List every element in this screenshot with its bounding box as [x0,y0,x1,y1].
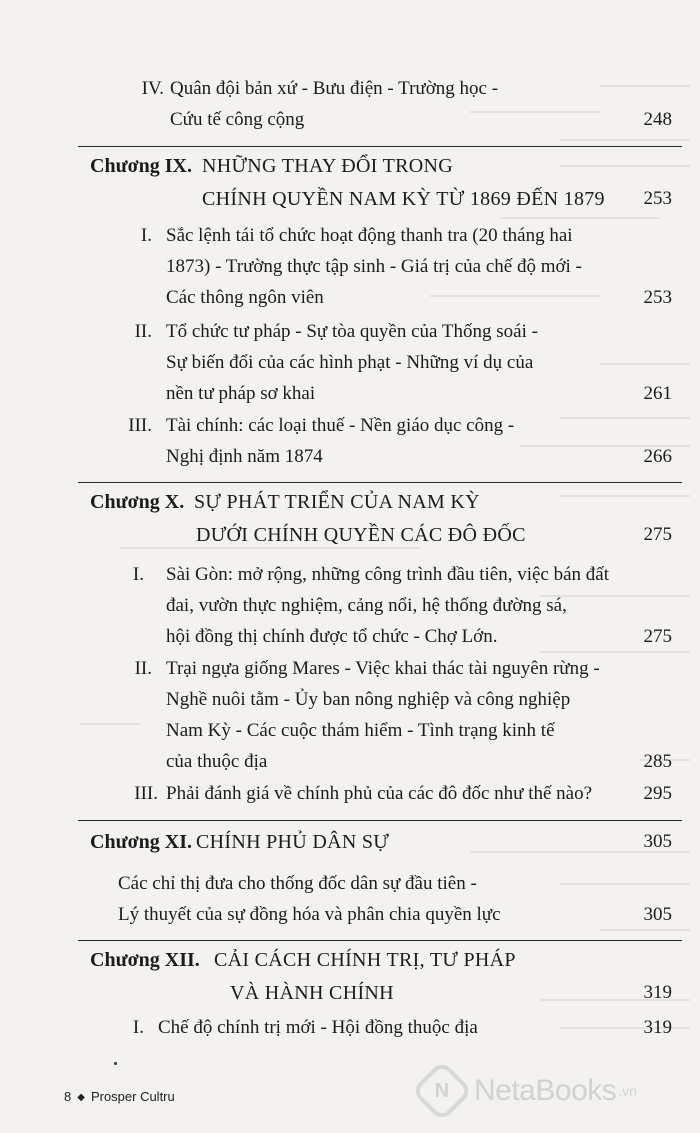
entry-line: Quân đội bản xứ - Bưu điện - Trường học - [170,78,499,99]
page-number: 261 [643,383,672,404]
stray-mark [114,1062,117,1065]
entry-line: Lý thuyết của sự đồng hóa và phân chia quyền lực [118,904,501,925]
entry-line: Cứu tế công cộng [170,109,305,130]
chapter-title-line: CẢI CÁCH CHÍNH TRỊ, TƯ PHÁP [214,949,516,971]
page-number: 285 [643,751,672,772]
entry-line: Tài chính: các loại thuế - Nền giáo dục công - [166,415,515,436]
section-number: II. [134,658,152,679]
chapter-label: Chương XI. [90,831,192,853]
entry-line: Trại ngựa giống Mares - Việc khai thác tài nguyên rừng - [166,658,600,679]
divider [78,820,682,821]
chapter-title-line: DƯỚI CHÍNH QUYỀN CÁC ĐÔ ĐỐC [196,524,526,546]
page-number: 248 [643,109,672,130]
section-number: III. [128,415,152,436]
entry-line: Nam Kỳ - Các cuộc thám hiểm - Tình trạng kinh tế [166,720,555,741]
entry-line: đai, vườn thực nghiệm, cảng nổi, hệ thống đường sá, [166,595,567,616]
entry-line: của thuộc địa [166,751,268,772]
page-number: 253 [643,287,672,308]
footer-page-number: 8 [64,1089,72,1104]
watermark-suffix: .vn [618,1083,637,1099]
page-number: 319 [643,1017,672,1038]
entry-line: Sự biến đổi của các hình phạt - Những ví dụ của [166,352,534,373]
entry-line: nền tư pháp sơ khai [166,383,316,404]
chapter-title-line: CHÍNH PHỦ DÂN SỰ [196,831,390,853]
divider [78,146,682,147]
entry-line: hội đồng thị chính được tổ chức - Chợ Lớn. [166,626,498,647]
chapter-label: Chương X. [90,491,185,513]
page-footer [64,1089,175,1104]
watermark [420,1066,690,1116]
entry-line: Phải đánh giá về chính phủ của các đô đốc như thế nào? [166,783,593,804]
entry-line: Sắc lệnh tái tổ chức hoạt động thanh tra (20 tháng hai [166,225,573,246]
page-number: 275 [643,626,672,647]
page-number: 305 [643,831,672,852]
entry-line: Các thông ngôn viên [166,287,324,308]
section-number: I. [132,1017,144,1038]
section-number: I. [140,225,152,246]
entry-line: Sài Gòn: mở rộng, những công trình đầu tiên, việc bán đất [166,564,610,585]
entry-line: Nghị định năm 1874 [166,446,323,467]
section-number: I. [132,564,144,585]
section-number: III. [134,783,158,804]
entry-line: Chế độ chính trị mới - Hội đồng thuộc địa [158,1017,478,1038]
page-number: 319 [643,982,672,1003]
chapter-label: Chương IX. [90,155,192,177]
chapter-title-line: VÀ HÀNH CHÍNH [230,982,394,1004]
diamond-separator-icon: ◆ [77,1092,85,1103]
entry-line: 1873) - Trường thực tập sinh - Giá trị của chế độ mới - [166,256,582,277]
chapter-label: Chương XII. [90,949,200,971]
entry-line: Các chỉ thị đưa cho thống đốc dân sự đầu tiên - [118,873,477,894]
chapter-title-line: SỰ PHÁT TRIỂN CỦA NAM KỲ [194,491,480,513]
netabooks-logo-icon: N [411,1060,473,1122]
entry-line: Nghề nuôi tằm - Ủy ban nông nghiệp và công nghiệp [166,689,571,710]
page-number: 253 [643,188,672,209]
divider [78,482,682,483]
page-number: 295 [643,783,672,804]
chapter-title-line: CHÍNH QUYỀN NAM KỲ TỪ 1869 ĐẾN 1879 [202,188,605,210]
entry-line: Tổ chức tư pháp - Sự tòa quyền của Thống soái - [166,321,538,342]
section-number: IV. [141,78,164,99]
page-number: 305 [643,904,672,925]
watermark-text: NetaBooks [474,1074,617,1107]
footer-author: Prosper Cultru [90,1089,175,1104]
page-number: 275 [643,524,672,545]
chapter-title-line: NHỮNG THAY ĐỔI TRONG [202,155,453,177]
divider [78,940,682,941]
page-number: 266 [643,446,672,467]
section-number: II. [134,321,152,342]
